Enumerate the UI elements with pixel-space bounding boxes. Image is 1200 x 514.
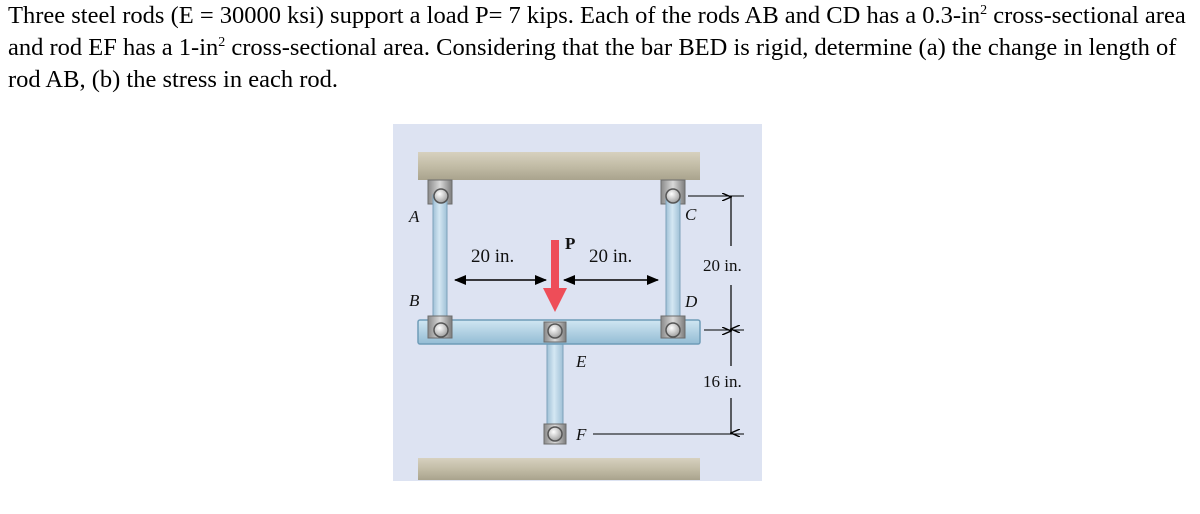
problem-text-1: Three steel rods (E = 30000 ksi) support a load P= 7 kips. Each of the rods AB and CD has a 0.3-in [8,2,981,29]
problem-text-3: cross-sectional area. Considering that the bar BED is rigid, determine (a) the change in length of rod AB, (b) the stress in each rod. [8,34,1177,93]
pin-e [548,324,562,338]
label-c: C [685,205,697,224]
pin-f [548,427,562,441]
bottom-support [418,458,700,480]
top-support [418,152,700,180]
label-f: F [576,425,587,444]
label-b: B [409,291,420,310]
label-e: E [576,352,587,371]
pin-a [434,189,448,203]
pin-b [434,323,448,337]
label-a: A [409,207,420,226]
pin-c [666,189,680,203]
problem-text-2: cross-sectional area and rod EF has a 1-in [8,2,1186,61]
superscript-1: 2 [980,3,988,18]
dim-label-upper-height: 20 in. [703,256,742,275]
pin-d [666,323,680,337]
label-d: D [685,292,698,311]
dim-label-left-span: 20 in. [471,246,515,267]
label-p: P [565,234,576,253]
dim-label-lower-height: 16 in. [703,372,742,391]
superscript-2: 2 [218,35,226,50]
dim-label-right-span: 20 in. [589,246,633,267]
rigid-bar-bed [418,316,700,344]
